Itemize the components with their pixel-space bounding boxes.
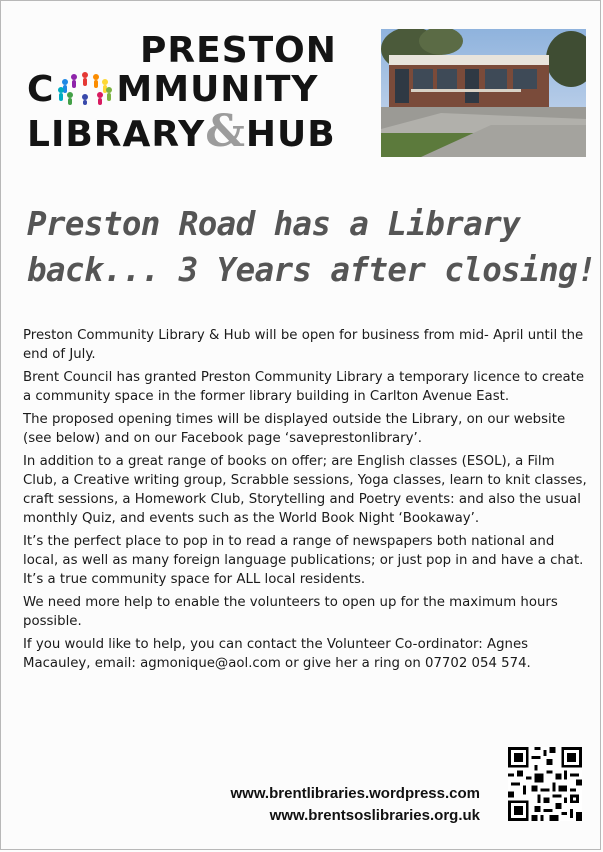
paragraph: Preston Community Library & Hub will be open for business from mid- April until the end of July. (23, 328, 584, 362)
logo-ampersand: & (205, 106, 246, 157)
logo-letter-c: C (27, 69, 55, 110)
logo-line-library-hub (27, 106, 336, 157)
headline-line-1: Preston Road has a Library (27, 205, 521, 243)
logo-word-hub: HUB (245, 114, 336, 155)
logo-word-library: LIBRARY (27, 114, 206, 155)
paragraph: In addition to a great range of books on offer; are English classes (ESOL), a Film Club, a Creative writing group, Scrabble sessions, Yoga classes, learn to knit classes, craft sessions, a Homework Club, Storytelling and Poetry events: and also the usual monthly Quiz, and events such as the World Book Night ‘Bookaway’. (23, 454, 587, 526)
paragraph: The proposed opening times will be displayed outside the Library, on our website (see below) and on our Facebook page ‘saveprestonlibrary’. (23, 412, 566, 446)
library-building-icon (381, 29, 586, 157)
logo-letters-mmunity: MMUNITY (116, 69, 319, 110)
logo-line-preston: PRESTON (140, 30, 337, 71)
logo-line-community (27, 69, 318, 111)
library-building-photo (381, 29, 586, 157)
paragraph: If you would like to help, you can contact the Volunteer Co-ordinator: Agnes Macauley, email: agmonique@aol.com or give her a ring on 07702 054 574. (23, 637, 531, 671)
website-links (230, 783, 480, 827)
website-link-wordpress[interactable]: www.brentlibraries.wordpress.com (230, 785, 480, 802)
headline-line-2: back... 3 Years after closing! (27, 251, 596, 289)
paragraph: We need more help to enable the volunteers to open up for the maximum hours possible. (23, 595, 558, 629)
people-ring-icon (54, 71, 116, 105)
logo (27, 31, 377, 159)
headline (27, 201, 597, 293)
paragraph: Brent Council has granted Preston Community Library a temporary licence to create a community space in the former library building in Carlton Avenue East. (23, 370, 585, 404)
paragraph: It’s the perfect place to pop in to read a range of newspapers both national and local, as well as many foreign language publications; or just pop in and have a chat. It’s a true community space for ALL local residents. (23, 534, 584, 587)
website-link-sos[interactable]: www.brentsoslibraries.org.uk (269, 807, 480, 824)
body-text (23, 326, 591, 677)
qr-code-icon[interactable] (508, 747, 582, 821)
